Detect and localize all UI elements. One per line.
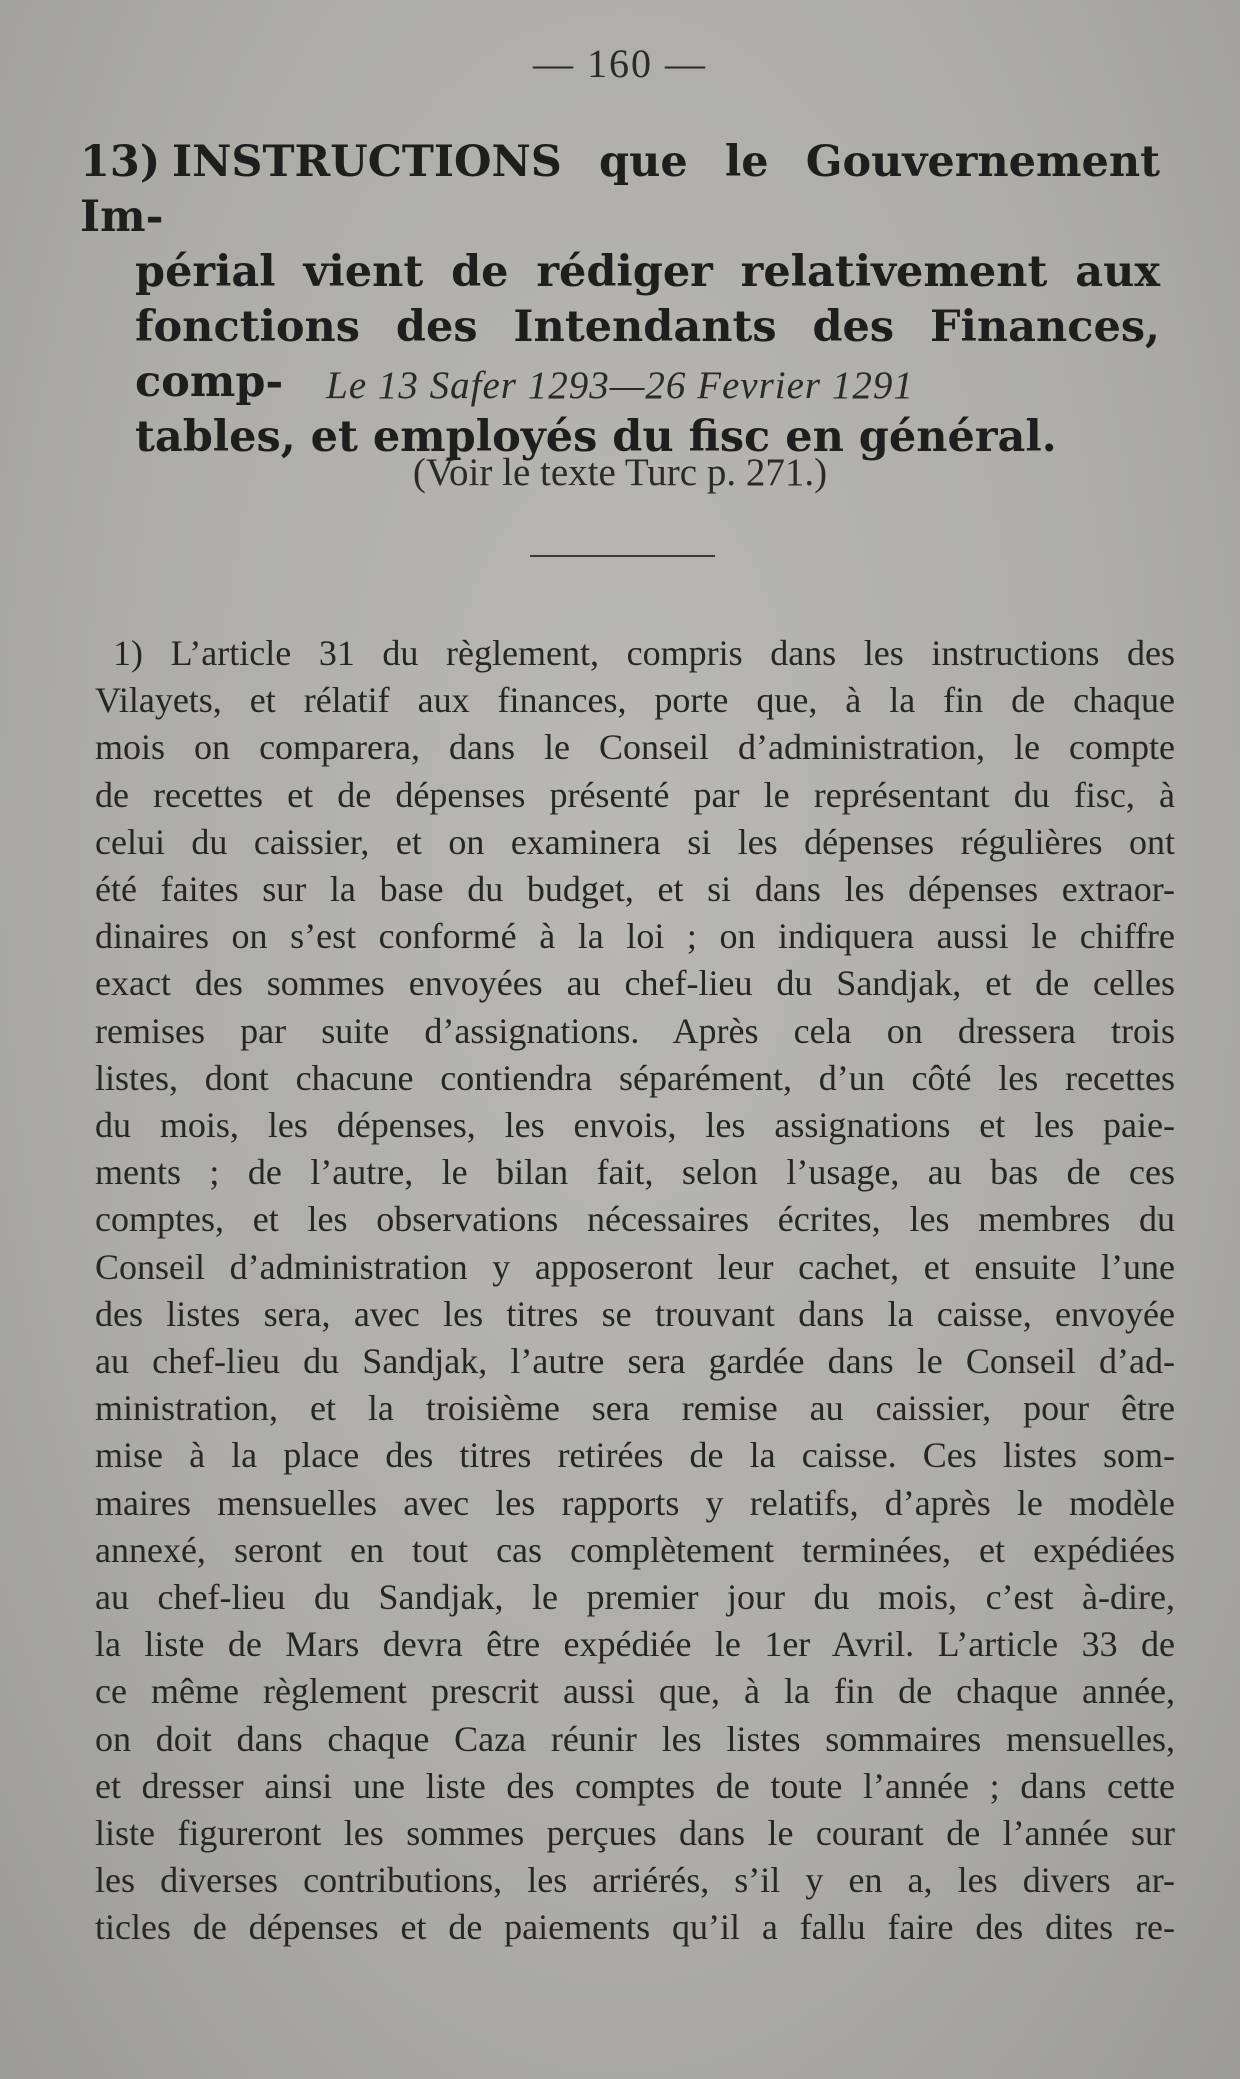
heading-line-3: fonctions des Intendants des Finances, comp- [135,302,1160,407]
body-line: de recettes et de dépenses présenté par le représentant du fisc, à [95,774,1175,815]
body-line: et dresser ainsi une liste des comptes de toute l’année ; dans cette [95,1765,1175,1806]
body-line: été faites sur la base du budget, et si dans les dépenses extraor- [95,869,1175,910]
body-line: la liste de Mars devra être expédiée le 1er Avril. L’article 33 de [95,1624,1175,1665]
body-paragraph [95,630,1175,1952]
body-line: au chef-lieu du Sandjak, l’autre sera gardée dans le Conseil d’ad- [95,1341,1175,1382]
body-line: ments ; de l’autre, le bilan fait, selon l’usage, au bas de ces [95,1152,1175,1193]
body-line: on doit dans chaque Caza réunir les listes sommaires mensuelles, [95,1718,1175,1759]
separator-rule [530,555,715,557]
turkish-text-reference: (Voir le texte Turc p. 271.) [412,451,828,494]
body-line: liste figureront les sommes perçues dans le courant de l’année sur [95,1813,1175,1854]
date-line: Le 13 Safer 1293—26 Fevrier 1291 [326,364,914,407]
body-line: les diverses contributions, les arriérés, s’il y en a, les divers ar- [95,1860,1175,1901]
page-number: — 160 — [533,41,707,86]
body-line: Vilayets, et rélatif aux finances, porte que, à la fin de chaque [95,680,1175,721]
body-line: ce même règlement prescrit aussi que, à la fin de chaque année, [95,1671,1175,1712]
body-line: des listes sera, avec les titres se trouvant dans la caisse, envoyée [95,1293,1175,1334]
section-heading [80,135,1160,465]
body-line: 1) L’article 31 du règlement, compris dans les instructions des [113,633,1175,673]
body-line: celui du caissier, et on examinera si les dépenses régulières ont [95,821,1175,862]
heading-line-2: périal vient de rédiger relativement aux [135,247,1160,297]
body-line: mise à la place des titres retirées de la caisse. Ces listes som- [95,1435,1175,1476]
body-line: ticles de dépenses et de paiements qu’il a fallu faire des dites re- [95,1907,1175,1948]
body-line: remises par suite d’assignations. Après cela on dressera trois [95,1010,1175,1051]
body-line: ministration, et la troisième sera remise au caissier, pour être [95,1388,1175,1429]
body-line: listes, dont chacune contiendra séparément, d’un côté les recettes [95,1057,1175,1098]
body-line: maires mensuelles avec les rapports y relatifs, d’après le modèle [95,1482,1175,1523]
body-line: Conseil d’administration y apposeront leur cachet, et ensuite l’une [95,1246,1175,1287]
body-line: mois on comparera, dans le Conseil d’administration, le compte [95,727,1175,768]
section-number: 13) [80,137,161,187]
body-line: du mois, les dépenses, les envois, les assignations et les paie- [95,1105,1175,1146]
heading-line-4: tables, et employés du fisc en général. [135,412,1057,462]
body-line: comptes, et les observations nécessaires écrites, les membres du [95,1199,1175,1240]
body-line: exact des sommes envoyées au chef-lieu du Sandjak, et de celles [95,963,1175,1004]
body-line: au chef-lieu du Sandjak, le premier jour du mois, c’est à-dire, [95,1577,1175,1618]
heading-line-1 [80,135,1160,245]
heading-line-1-text: INSTRUCTIONS que le Gouvernement Im- [80,137,1160,242]
body-line: dinaires on s’est conformé à la loi ; on indiquera aussi le chiffre [95,916,1175,957]
body-line: annexé, seront en tout cas complètement terminées, et expédiées [95,1529,1175,1570]
